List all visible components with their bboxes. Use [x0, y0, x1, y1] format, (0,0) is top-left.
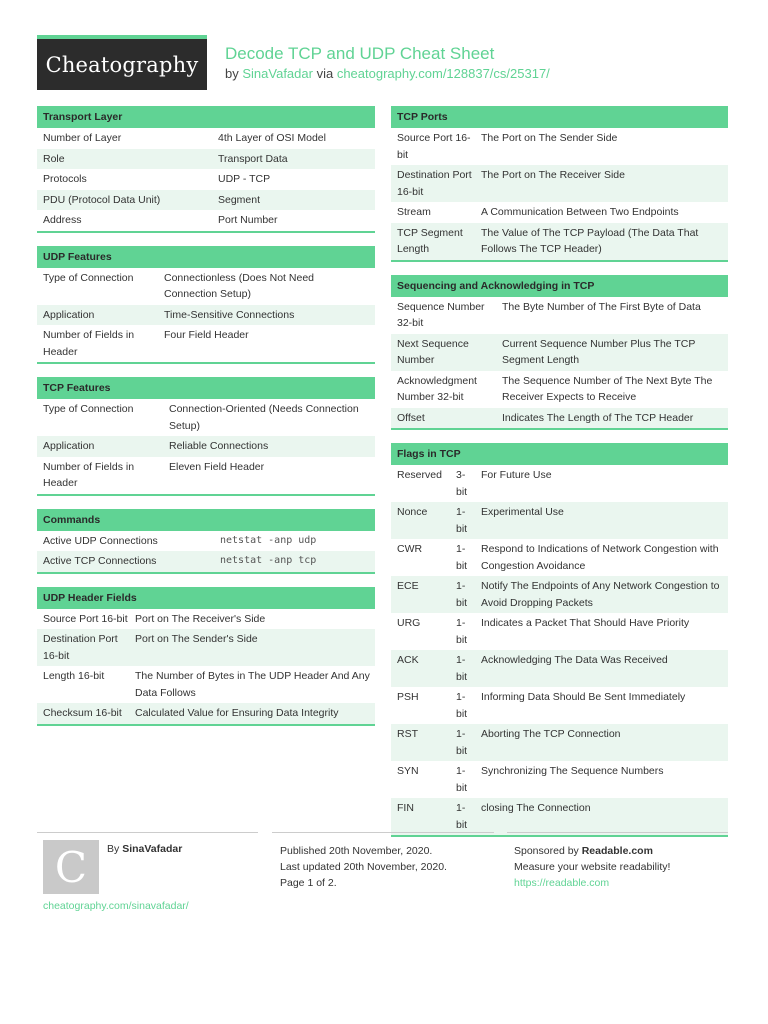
row-key: Reserved — [397, 469, 442, 481]
row-value: Connection-Oriented (Needs Connection Setup) — [169, 403, 359, 432]
row-size: 1-bit — [456, 580, 468, 609]
section-commands — [37, 509, 375, 574]
row-key: URG — [397, 617, 421, 629]
row-value: closing The Connection — [481, 802, 591, 814]
table-row — [37, 210, 375, 231]
row-key: Application — [43, 308, 95, 321]
row-value: Time-Sensitive Connections — [164, 308, 295, 321]
row-value: The Sequence Number of The Next Byte The Receiver Expects to Receive — [502, 374, 713, 403]
row-value: The Number of Bytes in The UDP Header And Any Data Follows — [135, 670, 370, 699]
row-size: 1-bit — [456, 654, 468, 683]
row-key: Active UDP Connections — [43, 534, 158, 547]
row-value: The Byte Number of The First Byte of Data — [502, 300, 701, 313]
sponsor-name[interactable]: Readable.com — [581, 845, 653, 857]
table-row — [391, 687, 728, 724]
table-row — [37, 169, 375, 190]
row-key: Address — [43, 214, 82, 226]
row-value: Connectionless (Does Not Need Connection Setup) — [164, 271, 314, 300]
table-row — [37, 703, 375, 724]
section-title: TCP Ports — [391, 106, 728, 128]
table-row — [391, 128, 728, 165]
row-size: 1-bit — [456, 765, 468, 794]
row-key: PSH — [397, 691, 419, 703]
section-sequencing-and-acknowledging-in-tcp — [391, 275, 728, 431]
row-value: Current Sequence Number Plus The TCP Segment Length — [502, 337, 696, 366]
footer-author — [107, 843, 182, 855]
table-row — [391, 502, 728, 539]
published-date: Published 20th November, 2020. — [280, 845, 433, 857]
section-title: Flags in TCP — [391, 443, 728, 465]
row-value: 4th Layer of OSI Model — [218, 132, 326, 144]
section-title: UDP Features — [37, 246, 375, 268]
row-key: Role — [43, 152, 65, 165]
section-udp-header-fields — [37, 587, 375, 726]
row-key: Nonce — [397, 506, 428, 518]
table-row — [391, 761, 728, 798]
row-key: Length 16-bit — [43, 670, 105, 682]
row-key: Type of Connection — [43, 403, 134, 415]
row-key: Destination Port 16-bit — [43, 633, 118, 662]
row-size: 1-bit — [456, 802, 468, 831]
row-value: The Value of The TCP Payload (The Data That Follows The TCP Header) — [481, 226, 699, 255]
row-size: 1-bit — [456, 728, 468, 757]
publish-info — [280, 843, 447, 891]
row-key: Source Port 16-bit — [397, 132, 471, 161]
table-row — [391, 539, 728, 576]
row-key: TCP Segment Length — [397, 226, 463, 255]
row-key: PDU (Protocol Data Unit) — [43, 193, 161, 206]
byline — [225, 66, 550, 81]
sponsor-tagline: Measure your website readability! — [514, 861, 671, 873]
updated-date: Last updated 20th November, 2020. — [280, 861, 447, 873]
row-value: Port on The Receiver's Side — [135, 612, 266, 625]
row-value: Reliable Connections — [169, 440, 269, 452]
table-row — [37, 149, 375, 170]
section-title: UDP Header Fields — [37, 587, 375, 609]
footer-by-label: By — [107, 843, 120, 855]
row-value: Eleven Field Header — [169, 460, 265, 473]
row-key: Number of Fields in Header — [43, 460, 135, 489]
table-row — [391, 202, 728, 223]
row-key: Application — [43, 440, 95, 452]
avatar[interactable]: C — [43, 840, 99, 894]
page-number: Page 1 of 2. — [280, 877, 337, 889]
table-row — [391, 724, 728, 761]
table-row — [37, 457, 375, 494]
by-label: by — [225, 66, 239, 81]
section-flags-in-tcp — [391, 443, 728, 837]
row-key: FIN — [397, 802, 414, 814]
row-key: ECE — [397, 580, 419, 592]
table-row — [391, 165, 728, 202]
row-key: Sequence Number 32-bit — [397, 300, 485, 329]
table-row — [37, 305, 375, 326]
row-value: netstat -anp tcp — [220, 555, 317, 566]
row-key: Active TCP Connections — [43, 555, 157, 567]
via-label: via — [316, 66, 334, 81]
table-row — [391, 465, 728, 502]
row-size: 1-bit — [456, 506, 468, 535]
row-key: Number of Fields in Header — [43, 329, 135, 358]
table-row — [37, 268, 375, 305]
table-row — [391, 297, 728, 334]
row-value: A Communication Between Two Endpoints — [481, 206, 679, 218]
row-key: Acknowledgment Number 32-bit — [397, 374, 477, 403]
footer-divider — [37, 832, 258, 833]
section-tcp-features — [37, 377, 375, 496]
row-key: Destination Port 16-bit — [397, 169, 472, 198]
table-row — [37, 190, 375, 211]
row-size: 1-bit — [456, 617, 468, 646]
section-title: Sequencing and Acknowledging in TCP — [391, 275, 728, 297]
row-value: Transport Data — [218, 152, 288, 165]
row-value: The Port on The Receiver Side — [481, 169, 625, 181]
footer-divider — [272, 832, 494, 833]
row-key: RST — [397, 728, 418, 740]
row-key: CWR — [397, 543, 423, 555]
row-value: netstat -anp udp — [220, 534, 317, 546]
footer-author-name[interactable]: SinaVafadar — [122, 843, 183, 855]
table-row — [391, 334, 728, 371]
row-key: Type of Connection — [43, 271, 134, 284]
table-row — [37, 399, 375, 436]
sponsor-info — [514, 843, 670, 891]
section-title: Transport Layer — [37, 106, 375, 128]
table-row — [391, 576, 728, 613]
table-row — [37, 551, 375, 572]
row-value: Experimental Use — [481, 506, 564, 518]
table-row — [391, 371, 728, 408]
sponsored-by-label: Sponsored by — [514, 845, 579, 857]
table-row — [37, 325, 375, 362]
row-value: UDP - TCP — [218, 173, 271, 185]
row-value: Four Field Header — [164, 329, 249, 341]
right-column — [391, 106, 728, 850]
row-value: Informing Data Should Be Sent Immediately — [481, 691, 686, 703]
table-row — [37, 436, 375, 457]
user-profile-link[interactable]: cheatography.com/sinavafadar/ — [43, 900, 189, 912]
row-value: Synchronizing The Sequence Numbers — [481, 765, 664, 777]
row-key: Stream — [397, 206, 431, 218]
section-title: Commands — [37, 509, 375, 531]
row-value: Acknowledging The Data Was Received — [481, 654, 668, 666]
row-key: SYN — [397, 765, 419, 777]
row-key: Number of Layer — [43, 132, 122, 144]
section-udp-features — [37, 246, 375, 365]
row-value: Indicates a Packet That Should Have Priority — [481, 617, 690, 629]
sponsor-line — [514, 843, 670, 859]
row-key: Source Port 16-bit — [43, 612, 128, 625]
row-key: Protocols — [43, 173, 87, 185]
row-value: Indicates The Length of The TCP Header — [502, 411, 694, 424]
row-size: 1-bit — [456, 691, 468, 720]
row-value: For Future Use — [481, 469, 552, 481]
row-value: Aborting The TCP Connection — [481, 728, 621, 740]
table-row — [391, 798, 728, 835]
row-key: Offset — [397, 411, 425, 424]
left-column — [37, 106, 375, 739]
table-row — [391, 223, 728, 260]
section-transport-layer — [37, 106, 375, 233]
row-value: Notify The Endpoints of Any Network Congestion to Avoid Dropping Packets — [481, 580, 720, 609]
table-row — [391, 650, 728, 687]
table-row — [391, 408, 728, 429]
row-key: Next Sequence Number — [397, 337, 469, 366]
table-row — [37, 531, 375, 552]
row-value: Calculated Value for Ensuring Data Integrity — [135, 707, 339, 719]
cheatography-logo[interactable]: Cheatography — [37, 35, 207, 90]
row-size: 1-bit — [456, 543, 468, 572]
section-title: TCP Features — [37, 377, 375, 399]
footer — [37, 832, 728, 912]
table-row — [37, 629, 375, 666]
page-title: Decode TCP and UDP Cheat Sheet — [225, 44, 495, 63]
footer-divider — [507, 832, 728, 833]
table-row — [37, 128, 375, 149]
table-row — [37, 666, 375, 703]
row-value: The Port on The Sender Side — [481, 132, 618, 144]
row-value: Port Number — [218, 214, 278, 226]
row-value: Respond to Indications of Network Congestion with Congestion Avoidance — [481, 543, 719, 572]
author-link[interactable]: SinaVafadar — [242, 66, 313, 81]
row-value: Port on The Sender's Side — [135, 633, 258, 645]
row-value: Segment — [218, 193, 261, 206]
table-row — [37, 609, 375, 630]
sheet-url-link[interactable]: cheatography.com/128837/cs/25317/ — [336, 66, 550, 81]
row-key: ACK — [397, 654, 419, 666]
table-row — [391, 613, 728, 650]
section-tcp-ports — [391, 106, 728, 262]
row-key: Checksum 16-bit — [43, 707, 122, 719]
sponsor-url-link[interactable]: https://readable.com — [514, 877, 610, 889]
row-size: 3-bit — [456, 469, 468, 498]
